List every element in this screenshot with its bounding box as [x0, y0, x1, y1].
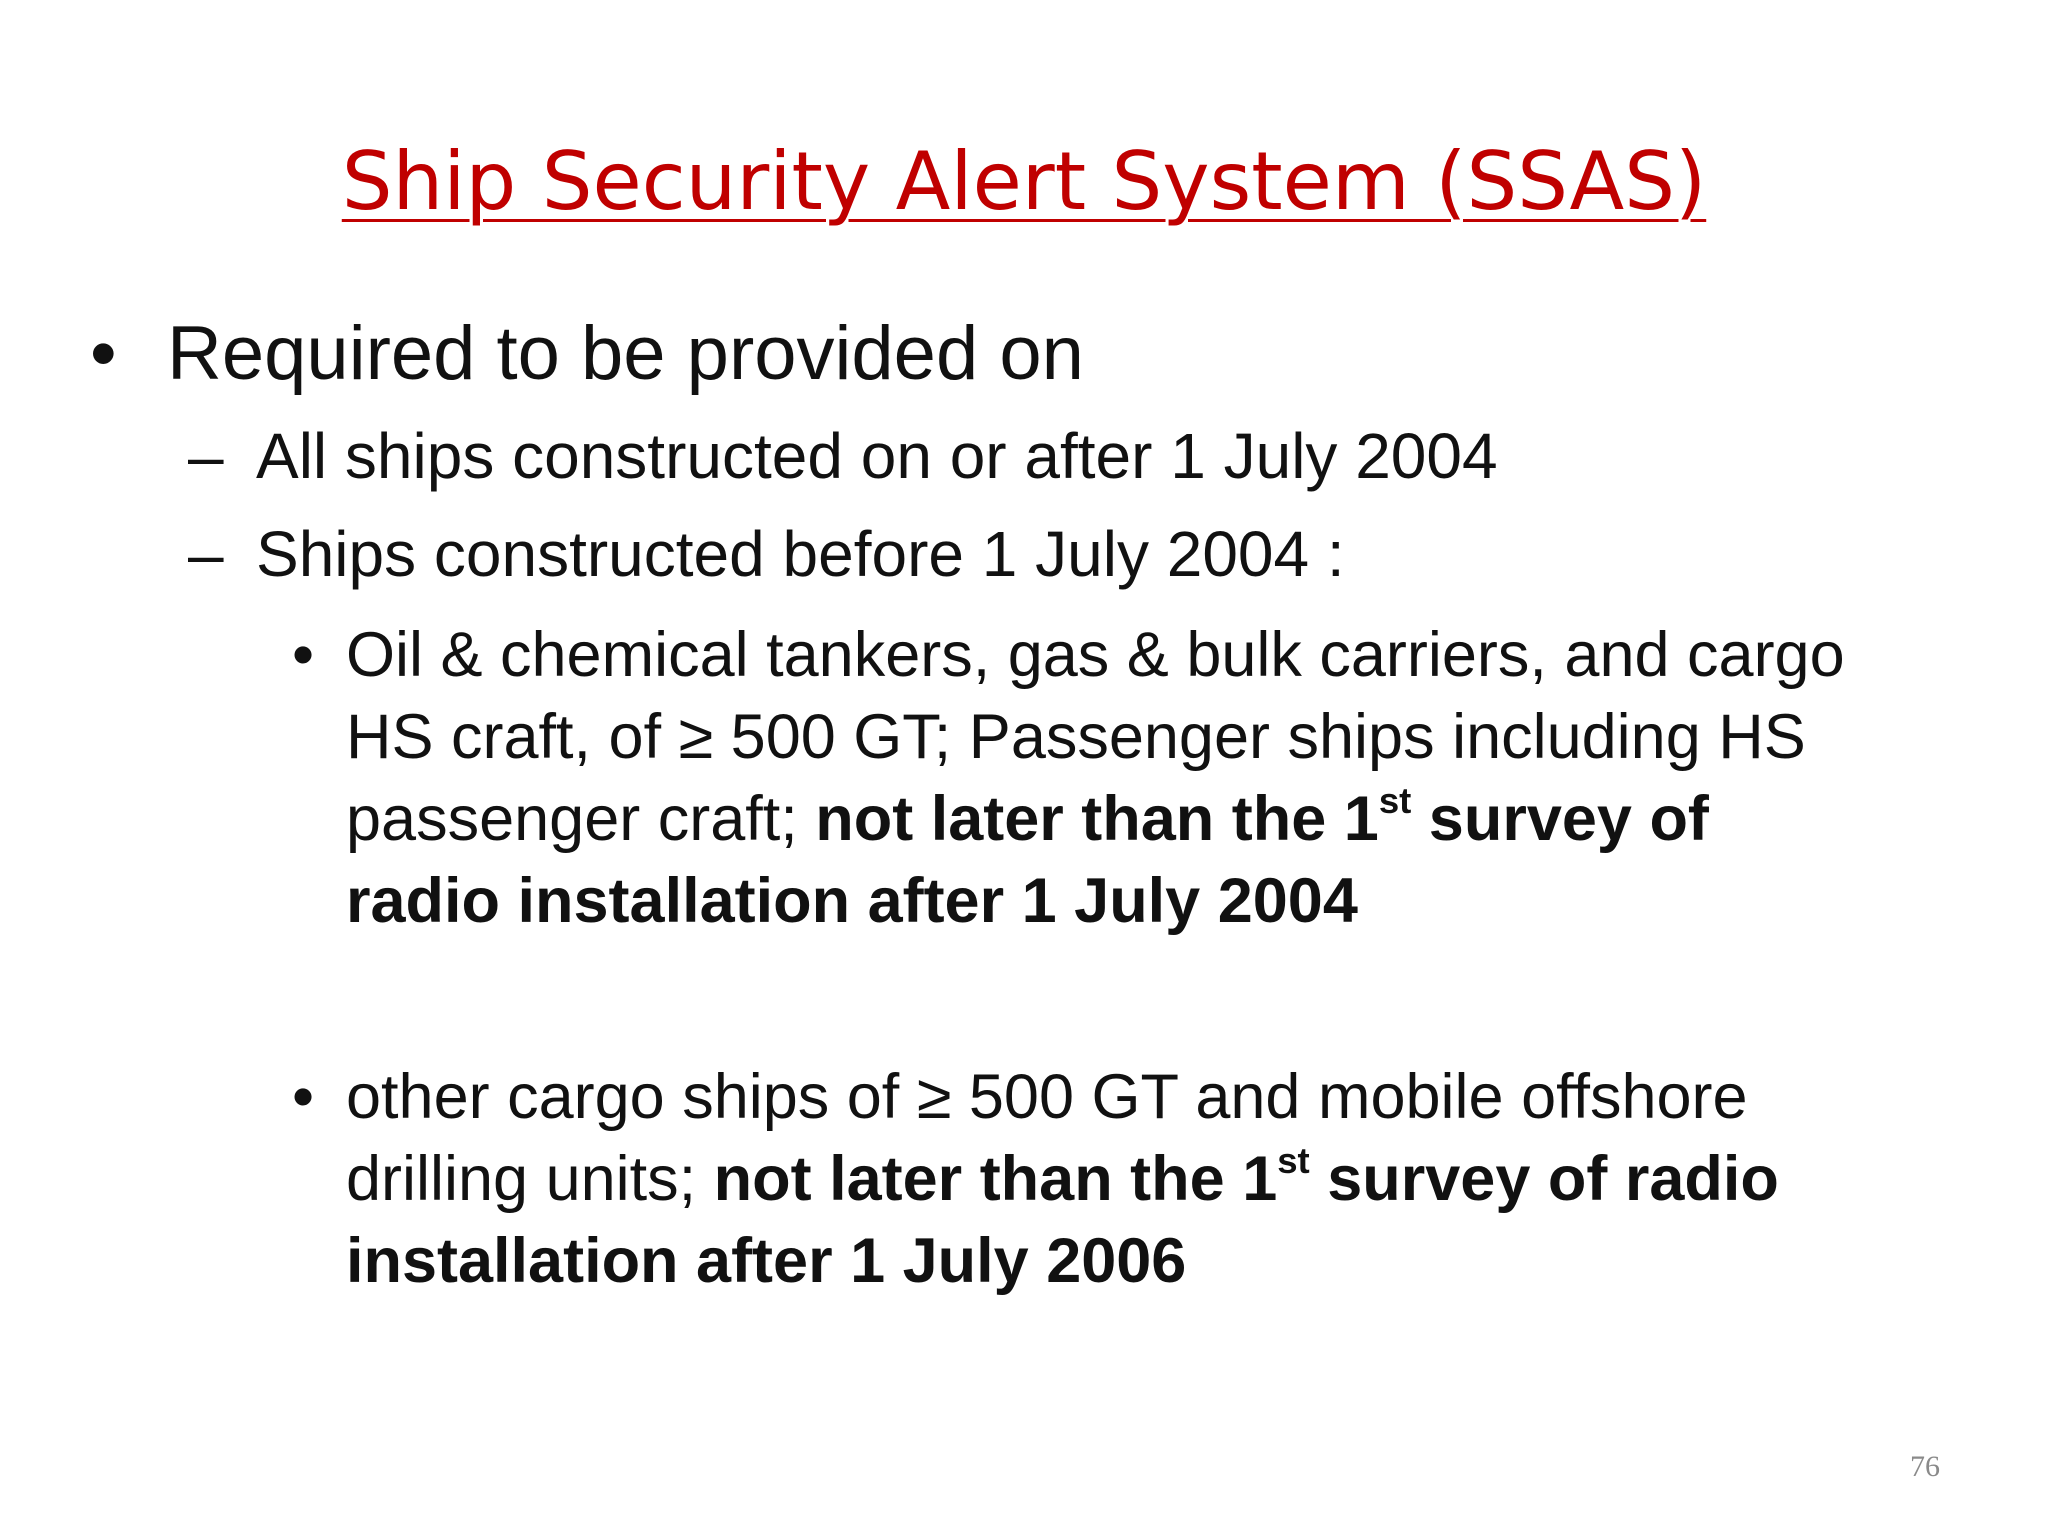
ordinal-suffix: st — [1378, 779, 1412, 821]
bold-segment: survey of radio — [1309, 1144, 1779, 1214]
subitem-text: All ships constructed on or after 1 July 2004 — [256, 420, 1498, 492]
slide-title: Ship Security Alert System (SSAS) — [341, 135, 1707, 228]
dash-marker: – — [188, 420, 224, 492]
bullet-marker: • — [90, 311, 117, 396]
bold-text — [713, 1139, 1779, 1214]
subbullet-text — [346, 614, 2026, 942]
subbullet-line — [346, 860, 2026, 942]
subbullet-line: Oil & chemical tankers, gas & bulk carriers, and cargo — [346, 620, 1845, 690]
bold-text: installation after 1 July 2006 — [346, 1226, 1187, 1296]
subbullet-line: HS craft, of ≥ 500 GT; Passenger ships including HS — [346, 702, 1806, 772]
subbullet-line — [346, 778, 2026, 860]
bold-text — [815, 779, 1709, 854]
ordinal-suffix: st — [1277, 1139, 1310, 1181]
bold-text: radio installation after 1 July 2004 — [346, 866, 1358, 936]
bullet-marker: • — [292, 620, 315, 690]
subbullet-text — [346, 1056, 2026, 1302]
bold-segment: not later than the 1 — [815, 784, 1379, 854]
subbullet-line: other cargo ships of ≥ 500 GT and mobile offshore — [346, 1062, 1748, 1132]
bullet-marker: • — [292, 1062, 315, 1132]
bold-segment: not later than the 1 — [713, 1144, 1278, 1214]
subitem-text: Ships constructed before 1 July 2004 : — [256, 518, 1345, 590]
bullet-text: Required to be provided on — [167, 311, 1084, 396]
subbullet-line — [346, 1138, 2026, 1220]
subbullet-line — [346, 1220, 2026, 1302]
page-number: 76 — [1910, 1450, 1940, 1483]
dash-marker: – — [188, 518, 224, 590]
normal-text: passenger craft; — [346, 784, 816, 854]
normal-text: drilling units; — [346, 1144, 714, 1214]
bold-segment: survey of — [1411, 784, 1709, 854]
